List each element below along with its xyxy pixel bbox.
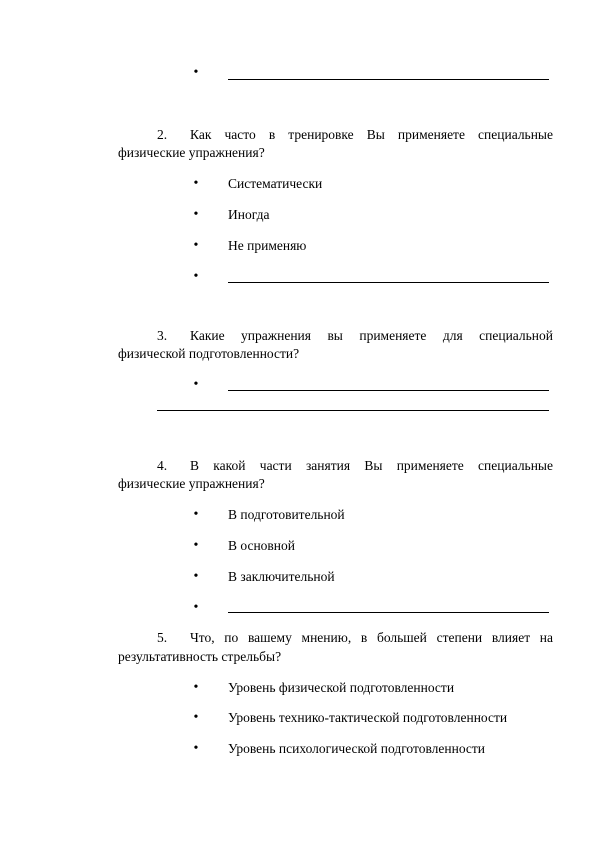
question-2-line1 bbox=[157, 128, 553, 142]
question-text: Какие упражнения вы применяете для специальной bbox=[190, 328, 553, 343]
bullet-icon: • bbox=[193, 741, 199, 756]
question-4-line2: физические упражнения? bbox=[118, 476, 265, 491]
option-item[interactable]: Уровень технико-тактической подготовленности bbox=[228, 710, 508, 725]
bullet-icon: • bbox=[193, 377, 199, 392]
bullet-icon: • bbox=[193, 507, 199, 522]
option-item[interactable]: Не применяю bbox=[228, 238, 307, 253]
answer-blank-line[interactable] bbox=[228, 79, 549, 80]
question-number: 5. bbox=[157, 630, 168, 645]
question-3-line1 bbox=[157, 329, 553, 343]
option-item[interactable]: В заключительной bbox=[228, 569, 335, 584]
option-item[interactable]: Систематически bbox=[228, 176, 323, 191]
answer-blank-line[interactable] bbox=[228, 282, 549, 283]
option-item[interactable]: Иногда bbox=[228, 207, 270, 222]
question-5-line2: результативность стрельбы? bbox=[118, 649, 282, 664]
bullet-icon: • bbox=[193, 538, 199, 553]
answer-blank-line-continuation[interactable] bbox=[157, 410, 549, 411]
question-4-line1 bbox=[157, 459, 553, 473]
answer-blank-line[interactable] bbox=[228, 612, 549, 613]
question-number: 4. bbox=[157, 458, 168, 473]
bullet-icon: • bbox=[193, 269, 199, 284]
question-2-line2: физические упражнения? bbox=[118, 145, 265, 160]
option-item[interactable]: Уровень физической подготовленности bbox=[228, 680, 455, 695]
bullet-icon: • bbox=[193, 680, 199, 695]
bullet-icon: • bbox=[193, 176, 199, 191]
answer-blank-line[interactable] bbox=[228, 390, 549, 391]
question-3-line2: физической подготовленности? bbox=[118, 346, 300, 361]
bullet-icon: • bbox=[193, 710, 199, 725]
question-number: 3. bbox=[157, 328, 168, 343]
question-number: 2. bbox=[157, 127, 168, 142]
bullet-icon: • bbox=[193, 600, 199, 615]
bullet-icon: • bbox=[193, 238, 199, 253]
option-item[interactable]: Уровень психологической подготовленности bbox=[228, 741, 486, 756]
option-item[interactable]: В подготовительной bbox=[228, 507, 345, 522]
question-text: В какой части занятия Вы применяете специальные bbox=[190, 458, 553, 473]
question-text: Как часто в тренировке Вы применяете специальные bbox=[190, 127, 553, 142]
bullet-icon: • bbox=[193, 569, 199, 584]
question-5-line1 bbox=[157, 631, 553, 645]
bullet-icon: • bbox=[193, 207, 199, 222]
question-text: Что, по вашему мнению, в большей степени влияет на bbox=[190, 630, 553, 645]
option-item[interactable]: В основной bbox=[228, 538, 296, 553]
bullet-icon: • bbox=[193, 65, 199, 80]
